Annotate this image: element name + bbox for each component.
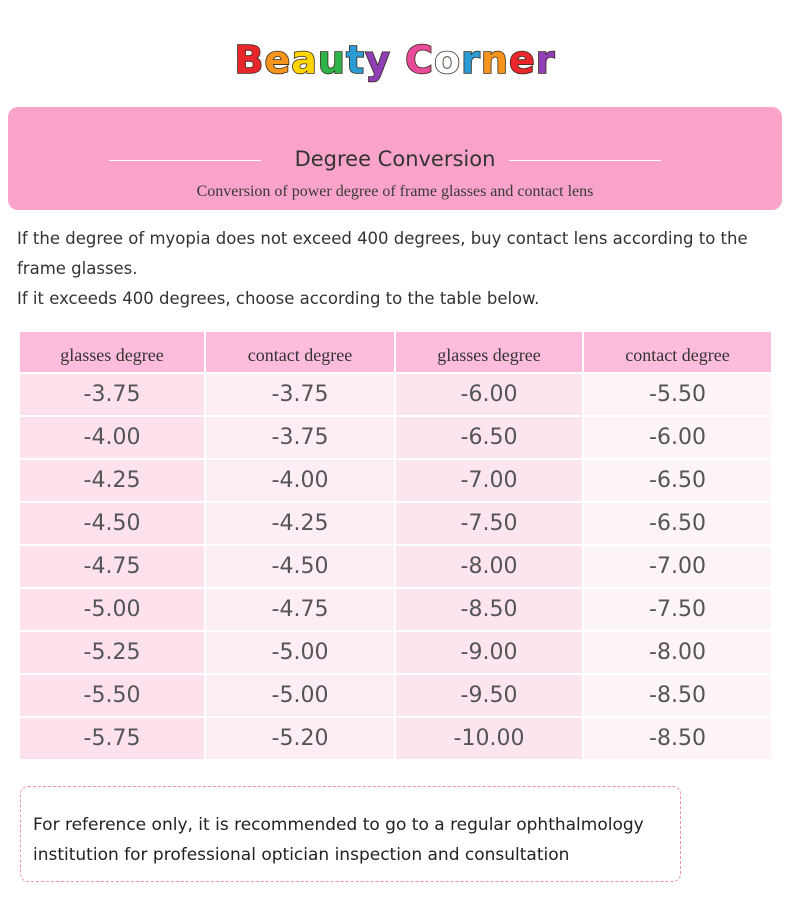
table-cell: -4.25 <box>20 460 204 501</box>
table-cell: -6.50 <box>396 417 582 458</box>
table-cell: -5.20 <box>206 718 394 759</box>
right-divider <box>509 160 661 161</box>
conversion-table <box>20 332 771 759</box>
page-title: Degree Conversion <box>294 147 496 171</box>
intro-text <box>17 224 787 314</box>
table-cell: -5.25 <box>20 632 204 673</box>
table-cell: -7.00 <box>584 546 771 587</box>
table-cell: -8.50 <box>584 718 771 759</box>
table-cell: -7.50 <box>396 503 582 544</box>
table-cell: -8.00 <box>396 546 582 587</box>
table-cell: -3.75 <box>20 374 204 415</box>
table-cell: -5.75 <box>20 718 204 759</box>
header-glasses-degree: glasses degree <box>20 332 204 372</box>
table-cell: -6.00 <box>396 374 582 415</box>
header-contact-degree: contact degree <box>206 332 394 372</box>
disclaimer-text: For reference only, it is recommended to go to a regular ophthalmology institution for professional optician inspection and consultation <box>33 815 644 865</box>
table-cell: -6.50 <box>584 503 771 544</box>
table-cell: -7.50 <box>584 589 771 630</box>
table-cell: -5.50 <box>20 675 204 716</box>
disclaimer-box <box>20 786 681 882</box>
table-cell: -4.00 <box>20 417 204 458</box>
header-contact-degree: contact degree <box>584 332 771 372</box>
table-cell: -4.50 <box>206 546 394 587</box>
table-cell: -8.50 <box>396 589 582 630</box>
table-cell: -4.50 <box>20 503 204 544</box>
page-subtitle: Conversion of power degree of frame glasses and contact lens <box>196 183 594 200</box>
table-cell: -7.00 <box>396 460 582 501</box>
table-cell: -3.75 <box>206 417 394 458</box>
table-cell: -9.00 <box>396 632 582 673</box>
table-cell: -4.75 <box>20 546 204 587</box>
intro-line-1: If the degree of myopia does not exceed 400 degrees, buy contact lens according to the frame glasses. <box>17 229 748 278</box>
table-cell: -5.00 <box>20 589 204 630</box>
table-cell: -5.00 <box>206 632 394 673</box>
table-cell: -8.00 <box>584 632 771 673</box>
table-cell: -5.50 <box>584 374 771 415</box>
table-cell: -4.25 <box>206 503 394 544</box>
header-glasses-degree: glasses degree <box>396 332 582 372</box>
table-cell: -6.00 <box>584 417 771 458</box>
table-cell: -3.75 <box>206 374 394 415</box>
table-cell: -4.75 <box>206 589 394 630</box>
table-cell: -5.00 <box>206 675 394 716</box>
table-cell: -6.50 <box>584 460 771 501</box>
table-cell: -8.50 <box>584 675 771 716</box>
table-cell: -4.00 <box>206 460 394 501</box>
intro-line-2: If it exceeds 400 degrees, choose according to the table below. <box>17 289 540 308</box>
table-cell: -9.50 <box>396 675 582 716</box>
table-cell: -10.00 <box>396 718 582 759</box>
title-banner <box>8 107 782 210</box>
brand-logo: Beauty Corner <box>234 38 556 82</box>
